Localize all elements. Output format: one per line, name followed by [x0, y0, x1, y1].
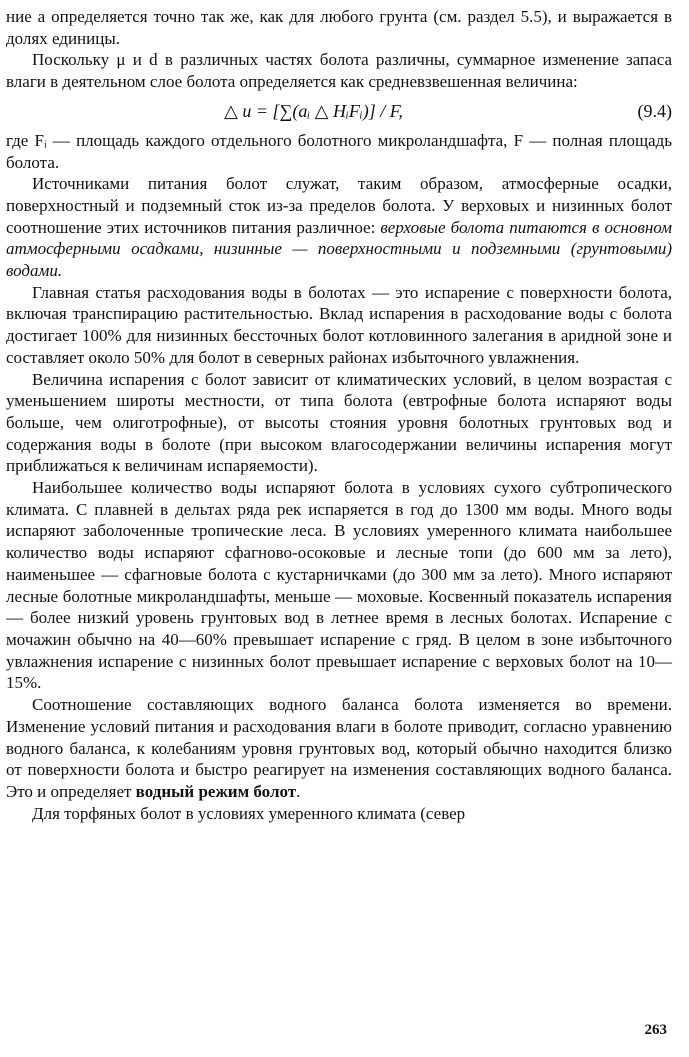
formula-number: (9.4)	[637, 100, 672, 121]
paragraph-4-italic: верховые болота питаются в основном атмосферными осадками, низинные — поверхностными и подземными (грунтовыми) водами.	[6, 217, 672, 281]
paragraph-4	[6, 173, 672, 282]
page-number: 263	[644, 1022, 667, 1038]
paragraph-2: Поскольку μ и d в различных частях болота различны, суммарное изменение запаса влаги в деятельном слое болота определяется как средневзвешенная величина:	[6, 50, 672, 92]
paragraph-4-text: Источниками питания болот служат, таким образом, атмосферные осадки, поверхностный и подземный сток из-за пределов болота. У верховых и низинных болот соотношение этих источников питания различное:	[6, 174, 672, 237]
paragraph-8-text: Соотношение составляющих водного баланса болота изменяется во времени. Изменение условий питания и расходования влаги в болоте приводит, согласно уравнению водного баланса, к колебаниям уровня грунтовых вод, который обычно находится близко от поверхности болота и быстро реагирует на изменения составляющих водного баланса. Это и определяет	[6, 695, 672, 801]
paragraph-8-end: .	[296, 781, 301, 801]
paragraph-5: Главная статья расходования воды в болотах — это испарение с поверхности болота, включая транспирацию растительностью. Вклад испарения в расходование воды с болота достигает 100% для низинных бессточных болот котловинного залегания в аридной зоне и составляет около 50% для болот в северных районах избыточного увлажнения.	[6, 282, 672, 367]
paragraph-8-term: водный режим болот	[135, 781, 297, 801]
paragraph-3: где Fᵢ — площадь каждого отдельного болотного микроландшафта, F — полная площадь болота.	[6, 130, 672, 172]
paragraph-7: Наибольшее количество воды испаряют болота в условиях сухого субтропического климата. С плавней в дельтах ряда рек испаряется в год до 1300 мм воды. Много воды испаряют заболоченные тропические леса. В условиях умеренного климата наибольшее количество воды испаряют сфагново-осоковые и лесные топи (до 600 мм за лето), наименьшее — сфагновые болота с кустарничками (до 300 мм за лето). Много испаряют лесные болотные микроландшафты, меньше — моховые. Косвенный показатель испарения — более низкий уровень грунтовых вод в летнее время в лесных болотах. Испарение с мочажин обычно на 40—60% превышает испарение с гряд. В целом в зоне избыточного увлажнения испарение с низинных болот превышает испарение с верховых болот на 10—15%.	[6, 478, 672, 693]
paragraph-9: Для торфяных болот в условиях умеренного климата (север	[32, 803, 466, 823]
formula-expression: △ u = [∑(aᵢ △ HᵢFᵢ)] / F,	[224, 100, 403, 121]
paragraph-8	[6, 694, 672, 803]
paragraph-1: ние a определяется точно так же, как для любого грунта (см. раздел 5.5), и выражается в долях единицы.	[6, 7, 672, 48]
formula-9-4	[6, 96, 672, 126]
paragraph-6: Величина испарения с болот зависит от климатических условий, в целом возрастая с уменьшением широты местности, от типа болота (евтрофные болота испаряют воды больше, чем олиготрофные), от высоты стояния уровня болотных грунтовых вод и содержания воды в болоте (при высоком влагосодержании величины испарения могут приближаться к величинам испаряемости).	[6, 369, 672, 476]
